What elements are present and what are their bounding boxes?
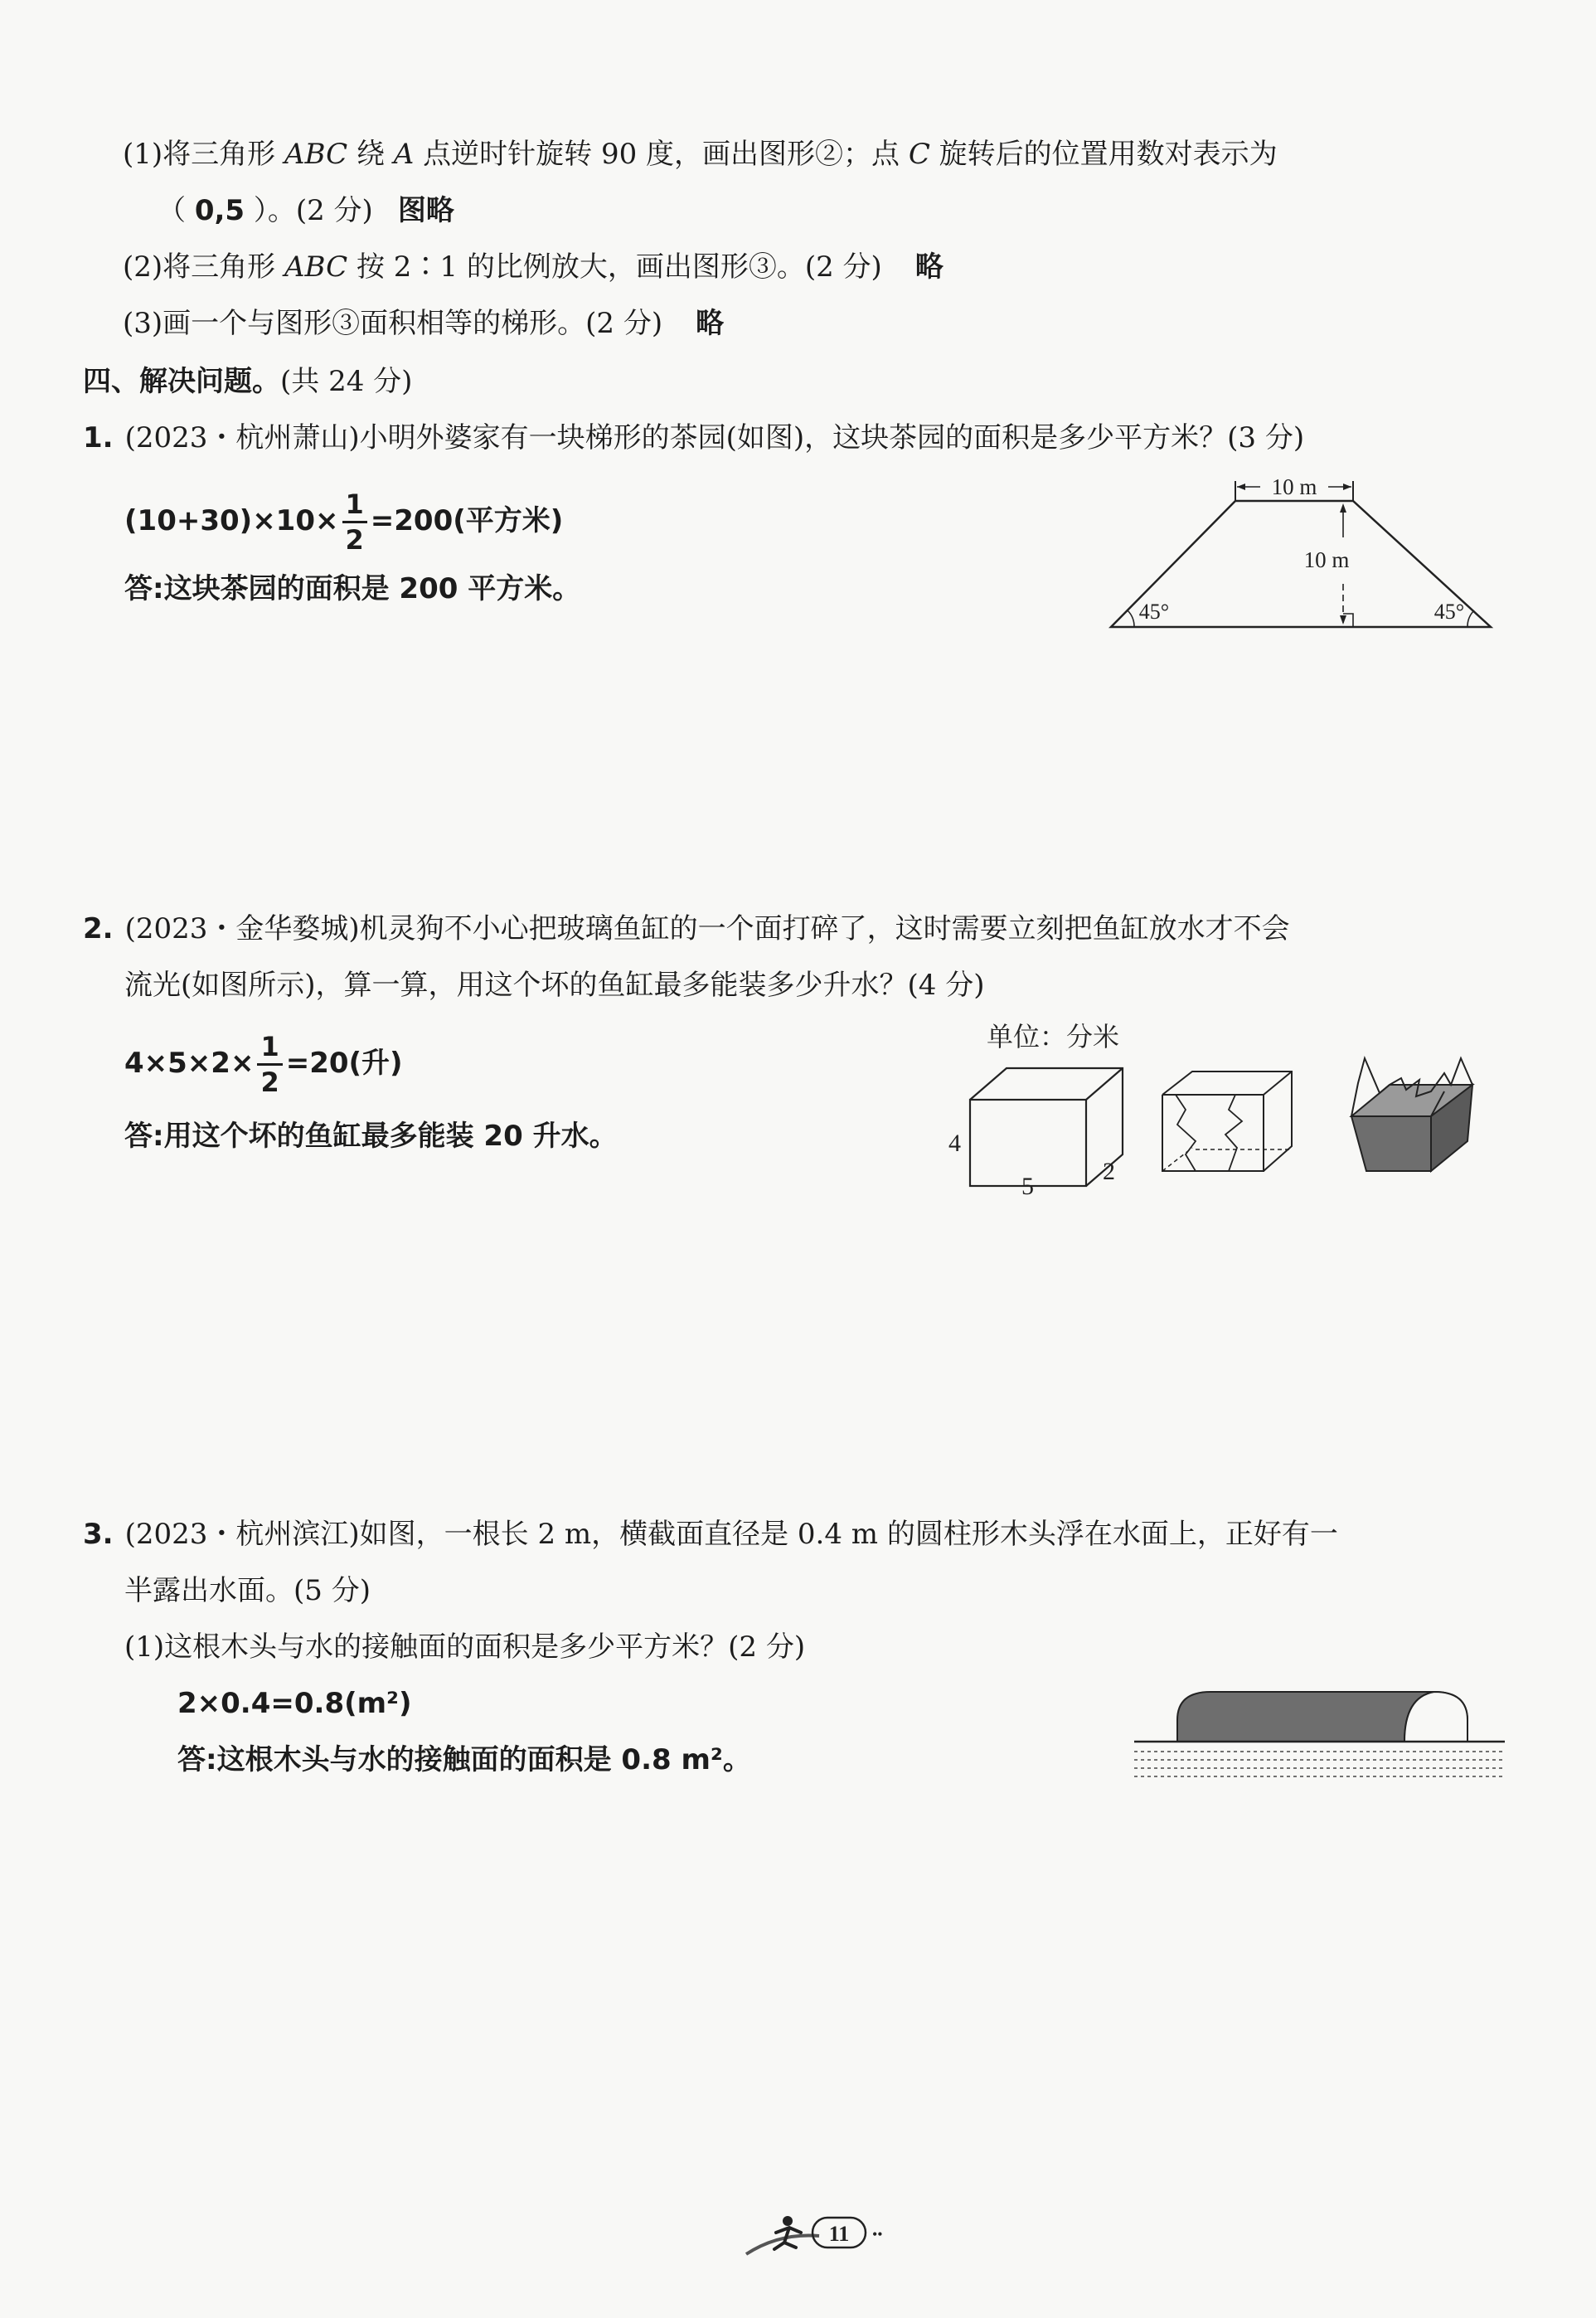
text: (3)画一个与图形③面积相等的梯形。(2 分) xyxy=(123,307,663,340)
text: ABC xyxy=(284,138,348,171)
problem-number: 2. xyxy=(83,912,114,945)
angle-arc-right xyxy=(1467,610,1474,627)
arrowhead xyxy=(1343,484,1351,490)
cuboid-intact xyxy=(970,1068,1123,1186)
text: 旋转后的位置用数对表示为 xyxy=(929,138,1278,171)
cuboid-with-water xyxy=(1351,1058,1472,1171)
text: ）。(2 分) xyxy=(245,194,373,227)
problem-number: 1. xyxy=(83,421,114,454)
section4-heading xyxy=(83,362,412,401)
fraction-numerator: 1 xyxy=(257,1033,282,1066)
text: （ xyxy=(158,194,195,227)
arrowhead xyxy=(1237,484,1245,490)
answer-pair: 0,5 xyxy=(194,194,245,227)
dim-height-label: 4 xyxy=(948,1130,961,1157)
answer-note: 略 xyxy=(914,250,944,284)
arrowhead xyxy=(1340,503,1346,513)
text: (2)将三角形 xyxy=(123,250,284,284)
footer-dots: •• xyxy=(872,2226,883,2243)
calc-text: (10+30)×10× xyxy=(124,504,339,537)
problem1-calc xyxy=(124,488,564,556)
footer-logo xyxy=(730,2208,929,2266)
section-title: 四、解决问题。 xyxy=(83,365,280,398)
problem-text: (2023・金华婺城)机灵狗不小心把玻璃鱼缸的一个面打碎了，这时需要立刻把鱼缸放水才不会 xyxy=(124,912,1290,945)
calc-text: 4×5×2× xyxy=(124,1047,255,1080)
text: (1)将三角形 xyxy=(123,138,284,171)
angle-arc-left xyxy=(1128,610,1134,627)
problem2-calc xyxy=(124,1033,403,1096)
top-base-label: 10 m xyxy=(1271,474,1317,499)
calc-text: =20(升) xyxy=(285,1047,403,1080)
unit-label: 单位：分米 xyxy=(987,1022,1120,1052)
text: C xyxy=(908,138,930,171)
fraction xyxy=(342,488,367,556)
fraction-denominator: 2 xyxy=(345,524,364,556)
part3-q2 xyxy=(123,247,944,287)
part3-q3 xyxy=(123,304,724,343)
problem3-sub1: (1)这根木头与水的接触面的面积是多少平方米？(2 分) xyxy=(124,1630,806,1664)
section-score: (共 24 分) xyxy=(280,365,413,398)
text: 点逆时针旋转 90 度，画出图形②；点 xyxy=(414,138,909,171)
dim-width-label: 2 xyxy=(1103,1158,1115,1185)
runner-icon xyxy=(783,2216,793,2226)
fraction-numerator: 1 xyxy=(342,491,367,523)
angle-right-label: 45° xyxy=(1433,600,1465,624)
fish-tank-figure xyxy=(937,1008,1509,1208)
part3-q1-line1 xyxy=(123,134,1278,174)
page-number: 11 xyxy=(828,2222,850,2246)
problem3-text-line1 xyxy=(83,1514,1338,1554)
problem2-text-line2: 流光(如图所示)，算一算，用这个坏的鱼缸最多能装多少升水？(4 分) xyxy=(124,969,985,1002)
text: ABC xyxy=(284,250,348,284)
answer-note: 图略 xyxy=(397,194,454,227)
problem1-text xyxy=(83,418,1304,458)
arrowhead xyxy=(1340,615,1346,624)
trapezoid-figure xyxy=(1103,464,1501,639)
angle-left-label: 45° xyxy=(1138,600,1170,624)
fraction-denominator: 2 xyxy=(260,1067,279,1098)
fraction xyxy=(257,1033,282,1096)
height-label: 10 m xyxy=(1303,547,1350,572)
calc-text: =200(平方米) xyxy=(370,504,564,537)
problem-text: (2023・杭州萧山)小明外婆家有一块梯形的茶园(如图)，这块茶园的面积是多少平方米？(3 分) xyxy=(124,421,1305,454)
part3-q1-line2 xyxy=(158,191,454,231)
text: A xyxy=(393,138,415,171)
problem3-answer: 答:这根木头与水的接触面的面积是 0.8 m²。 xyxy=(177,1743,751,1776)
problem-number: 3. xyxy=(83,1518,114,1551)
floating-log-figure xyxy=(1128,1672,1509,1788)
text: 绕 xyxy=(347,138,394,171)
problem3-calc: 2×0.4=0.8(m²) xyxy=(177,1687,412,1720)
cuboid-broken xyxy=(1162,1072,1292,1171)
problem2-text-line1 xyxy=(83,909,1290,949)
answer-note: 略 xyxy=(696,307,725,340)
text: 按 2∶1 的比例放大，画出图形③。(2 分) xyxy=(347,250,882,284)
problem1-answer: 答:这块茶园的面积是 200 平方米。 xyxy=(124,572,581,605)
dim-length-label: 5 xyxy=(1021,1173,1034,1200)
problem2-answer: 答:用这个坏的鱼缸最多能装 20 升水。 xyxy=(124,1120,618,1153)
problem-text: (2023・杭州滨江)如图，一根长 2 m，横截面直径是 0.4 m 的圆柱形木头浮在水面上，正好有一 xyxy=(124,1518,1338,1551)
problem3-text-line2: 半露出水面。(5 分) xyxy=(124,1574,371,1607)
